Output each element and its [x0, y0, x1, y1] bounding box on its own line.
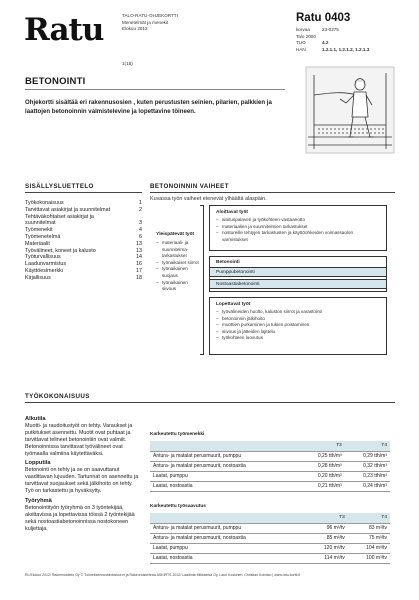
concreting-box — [209, 256, 387, 292]
meta-row: korvaa 23-0275 — [296, 27, 339, 32]
table-row: Laatat, pumppu 120 m³/tv 104 m³/tv — [150, 543, 390, 553]
list-item: – työnaikaiset siirrot — [156, 260, 200, 267]
start-works-list — [216, 217, 380, 243]
table-row: Antura- ja matalat perusmuurit, nostoastia 85 m³/tv 75 m³/tv — [150, 533, 390, 543]
page-title: BETONOINTI — [25, 76, 86, 87]
meta-row: TUO 4.2 — [296, 40, 329, 46]
table-header-row: T3 T4 — [150, 441, 390, 451]
toc-item[interactable]: Tehtäväkohtaiset asiakirjat ja suunnitelmat 3 — [25, 213, 142, 227]
general-works-list — [156, 240, 200, 293]
toc-item[interactable]: Laadunvarmistus 16 — [25, 261, 142, 268]
list-item: – työvälineiden huolto, kaluston siirrot ja varastointi — [216, 309, 380, 316]
section-text: Betonointi on tehty ja se on saavuttanut vaadittavan lujuuden. Tartunnat on asennettu ja tarvittavat suojaukset sekä jälkihoito on tehty. Työ on tarkastettu ja hyväksytty. — [25, 467, 139, 495]
worker-concreting-illustration — [304, 65, 396, 155]
general-works-title: Yleispätevät työt — [156, 232, 195, 237]
section-text: Betonointityön työryhmä on 3 työntekijää, aloittavissa ja lopettavissa töissä 2 työntekijää sekä nostoastiabetonoinnissa nostokoneen kuljettaja. — [25, 504, 135, 532]
output-table — [150, 513, 390, 564]
ratu-code: Ratu 0403 — [296, 12, 351, 24]
general-works-bracket — [200, 205, 204, 355]
general-works — [156, 232, 200, 293]
section-heading: Lopputila — [25, 460, 51, 467]
list-item: – betonoinnin jälkihoito — [216, 316, 380, 323]
phases-subtitle: Kuvassa työn vaiheet etenevät ylhäältä alaspäin. — [150, 196, 267, 202]
ratu-meta — [296, 27, 369, 53]
doc-category: Menetelmät ja menekit — [122, 19, 169, 25]
work-heading: TYÖKOKONAISUUS — [25, 393, 90, 400]
section-heading: Työryhmä — [25, 497, 52, 504]
list-item: – muottien purkaminen ja tukien poistaminen — [216, 322, 380, 329]
list-item: – aloituspalaveri ja työkohteen vastaanotto — [216, 217, 380, 224]
toc-item[interactable]: Työvälineet, koneet ja kalusto 13 — [25, 247, 142, 254]
phases-heading: BETONOINNIN VAIHEET — [150, 183, 229, 190]
list-item: – siivous ja jätteiden lajittelu — [216, 329, 380, 336]
toc-item[interactable]: Työmenekit 4 — [25, 227, 142, 234]
toc-item[interactable]: Materiaalit 13 — [25, 240, 142, 247]
list-item: – työnaikainen siivous — [156, 280, 200, 293]
concreting-title: Betonointi — [216, 260, 240, 265]
doc-date: Elokuu 2012 — [122, 26, 148, 32]
section-heading: Alkutila — [25, 416, 46, 422]
intro-text: Ohjekortti sisältää eri rakennusosien , kuten perustusten seinien, pilarien, palkkien ja laattojen betonoinnin valmistelevine ja lopettavine töineen. — [25, 99, 272, 115]
meta-row: HAN 1.2.1.1, 1.2.1.2, 1.2.1.3 — [296, 46, 370, 52]
table1-title: Karkeutettu työmenekki — [150, 432, 205, 437]
table-row: Antura- ja matalat perusmuurit, nostoastia 0,28 tth/m³ 0,32 tth/m³ — [150, 461, 390, 471]
table-header-row: T3 T4 — [150, 513, 390, 523]
title-divider — [25, 89, 285, 90]
toc-heading: SISÄLLYSLUETTELO — [25, 183, 94, 190]
table-row: Laatat, nostoastia 0,21 tth/m³ 0,24 tth/m³ — [150, 481, 390, 491]
toc-item[interactable]: Työturvallisuus 14 — [25, 254, 142, 261]
concreting-row: Nostoastiabetonointi — [210, 279, 386, 289]
meta-row: Talo 2000 — [296, 33, 316, 39]
table-of-contents — [25, 200, 142, 282]
table-row: Laatat, pumppu 0,20 tth/m³ 0,23 tth/m³ — [150, 471, 390, 481]
work-sections — [25, 413, 142, 535]
toc-divider — [25, 192, 142, 193]
ratu-logo: Ratu — [24, 12, 104, 48]
table-row: Laatat, nostoastia 114 m³/tv 100 m³/tv — [150, 553, 390, 563]
start-works-title: Aloittavat työt — [216, 210, 248, 215]
labor-table — [150, 441, 390, 492]
work-divider — [25, 402, 395, 403]
end-works-list — [216, 309, 380, 342]
table2-title: Karkeutettu työsaavutus — [150, 504, 206, 509]
table-row: Antura- ja matalat perusmuurit, pumppu 0,25 tth/m³ 0,29 tth/m³ — [150, 451, 390, 461]
list-item: – materiaalien ja suunnitelmien tarkastukset — [216, 224, 380, 231]
toc-item[interactable]: Kirjallisuus 18 — [25, 274, 142, 281]
list-item: – työkohteen luovutus — [216, 335, 380, 342]
doc-type: TALO-RATU-OHJEKORTTI — [122, 13, 178, 18]
list-item: – työnaikainen suojaus — [156, 266, 200, 279]
list-item: – materiaali- ja suunnitelma-tarkastukset — [156, 240, 200, 260]
page-number: 1(18) — [122, 61, 133, 66]
phases-divider — [150, 192, 395, 193]
toc-item[interactable]: Työkokonaisuus 1 — [25, 200, 142, 206]
footer-text: RL/Elokuu 2012/ Rakennustieto Oy © Tuloreksennustiedostoa ei ja Rakennusteiteaa ASKIRTS 2012/ Laadinta Mikkaelsa Oy, Lauri Koskinen, Christian Koivisto | www.ratu-kortti.fi — [25, 573, 301, 577]
end-works-title: Lopettavat työt — [216, 302, 251, 307]
toc-item[interactable]: Käyttöesimerkki 17 — [25, 267, 142, 274]
section-text: Muotti- ja raudoitustyöt on tehty. Varaukset ja putkitukset asennettu. Muotit ovat puhtaat ja tarvittavat telineet betonointiin ovat valmiit. Betonoinnissa tarvittavat työvälineet ovat työmaalla valmiina käytettäväksi. — [25, 422, 133, 457]
toc-item[interactable]: Tarvittavat asiakirjat ja suunnitelmat 2 — [25, 206, 142, 213]
table-row: Antura- ja matalat perusmuurit, pumppu 96 m³/tv 83 m³/tv — [150, 523, 390, 533]
list-item: – nostureille tehtyjen tarkastusten ja käyttöohkeiden voimassaolon varmistukset — [216, 230, 380, 243]
toc-item[interactable]: Työmenetelmä 6 — [25, 233, 142, 240]
header-info — [122, 13, 178, 33]
concreting-row: Pumppubetonointi — [210, 267, 386, 277]
start-works-box — [209, 205, 387, 251]
end-works-box — [209, 297, 387, 355]
